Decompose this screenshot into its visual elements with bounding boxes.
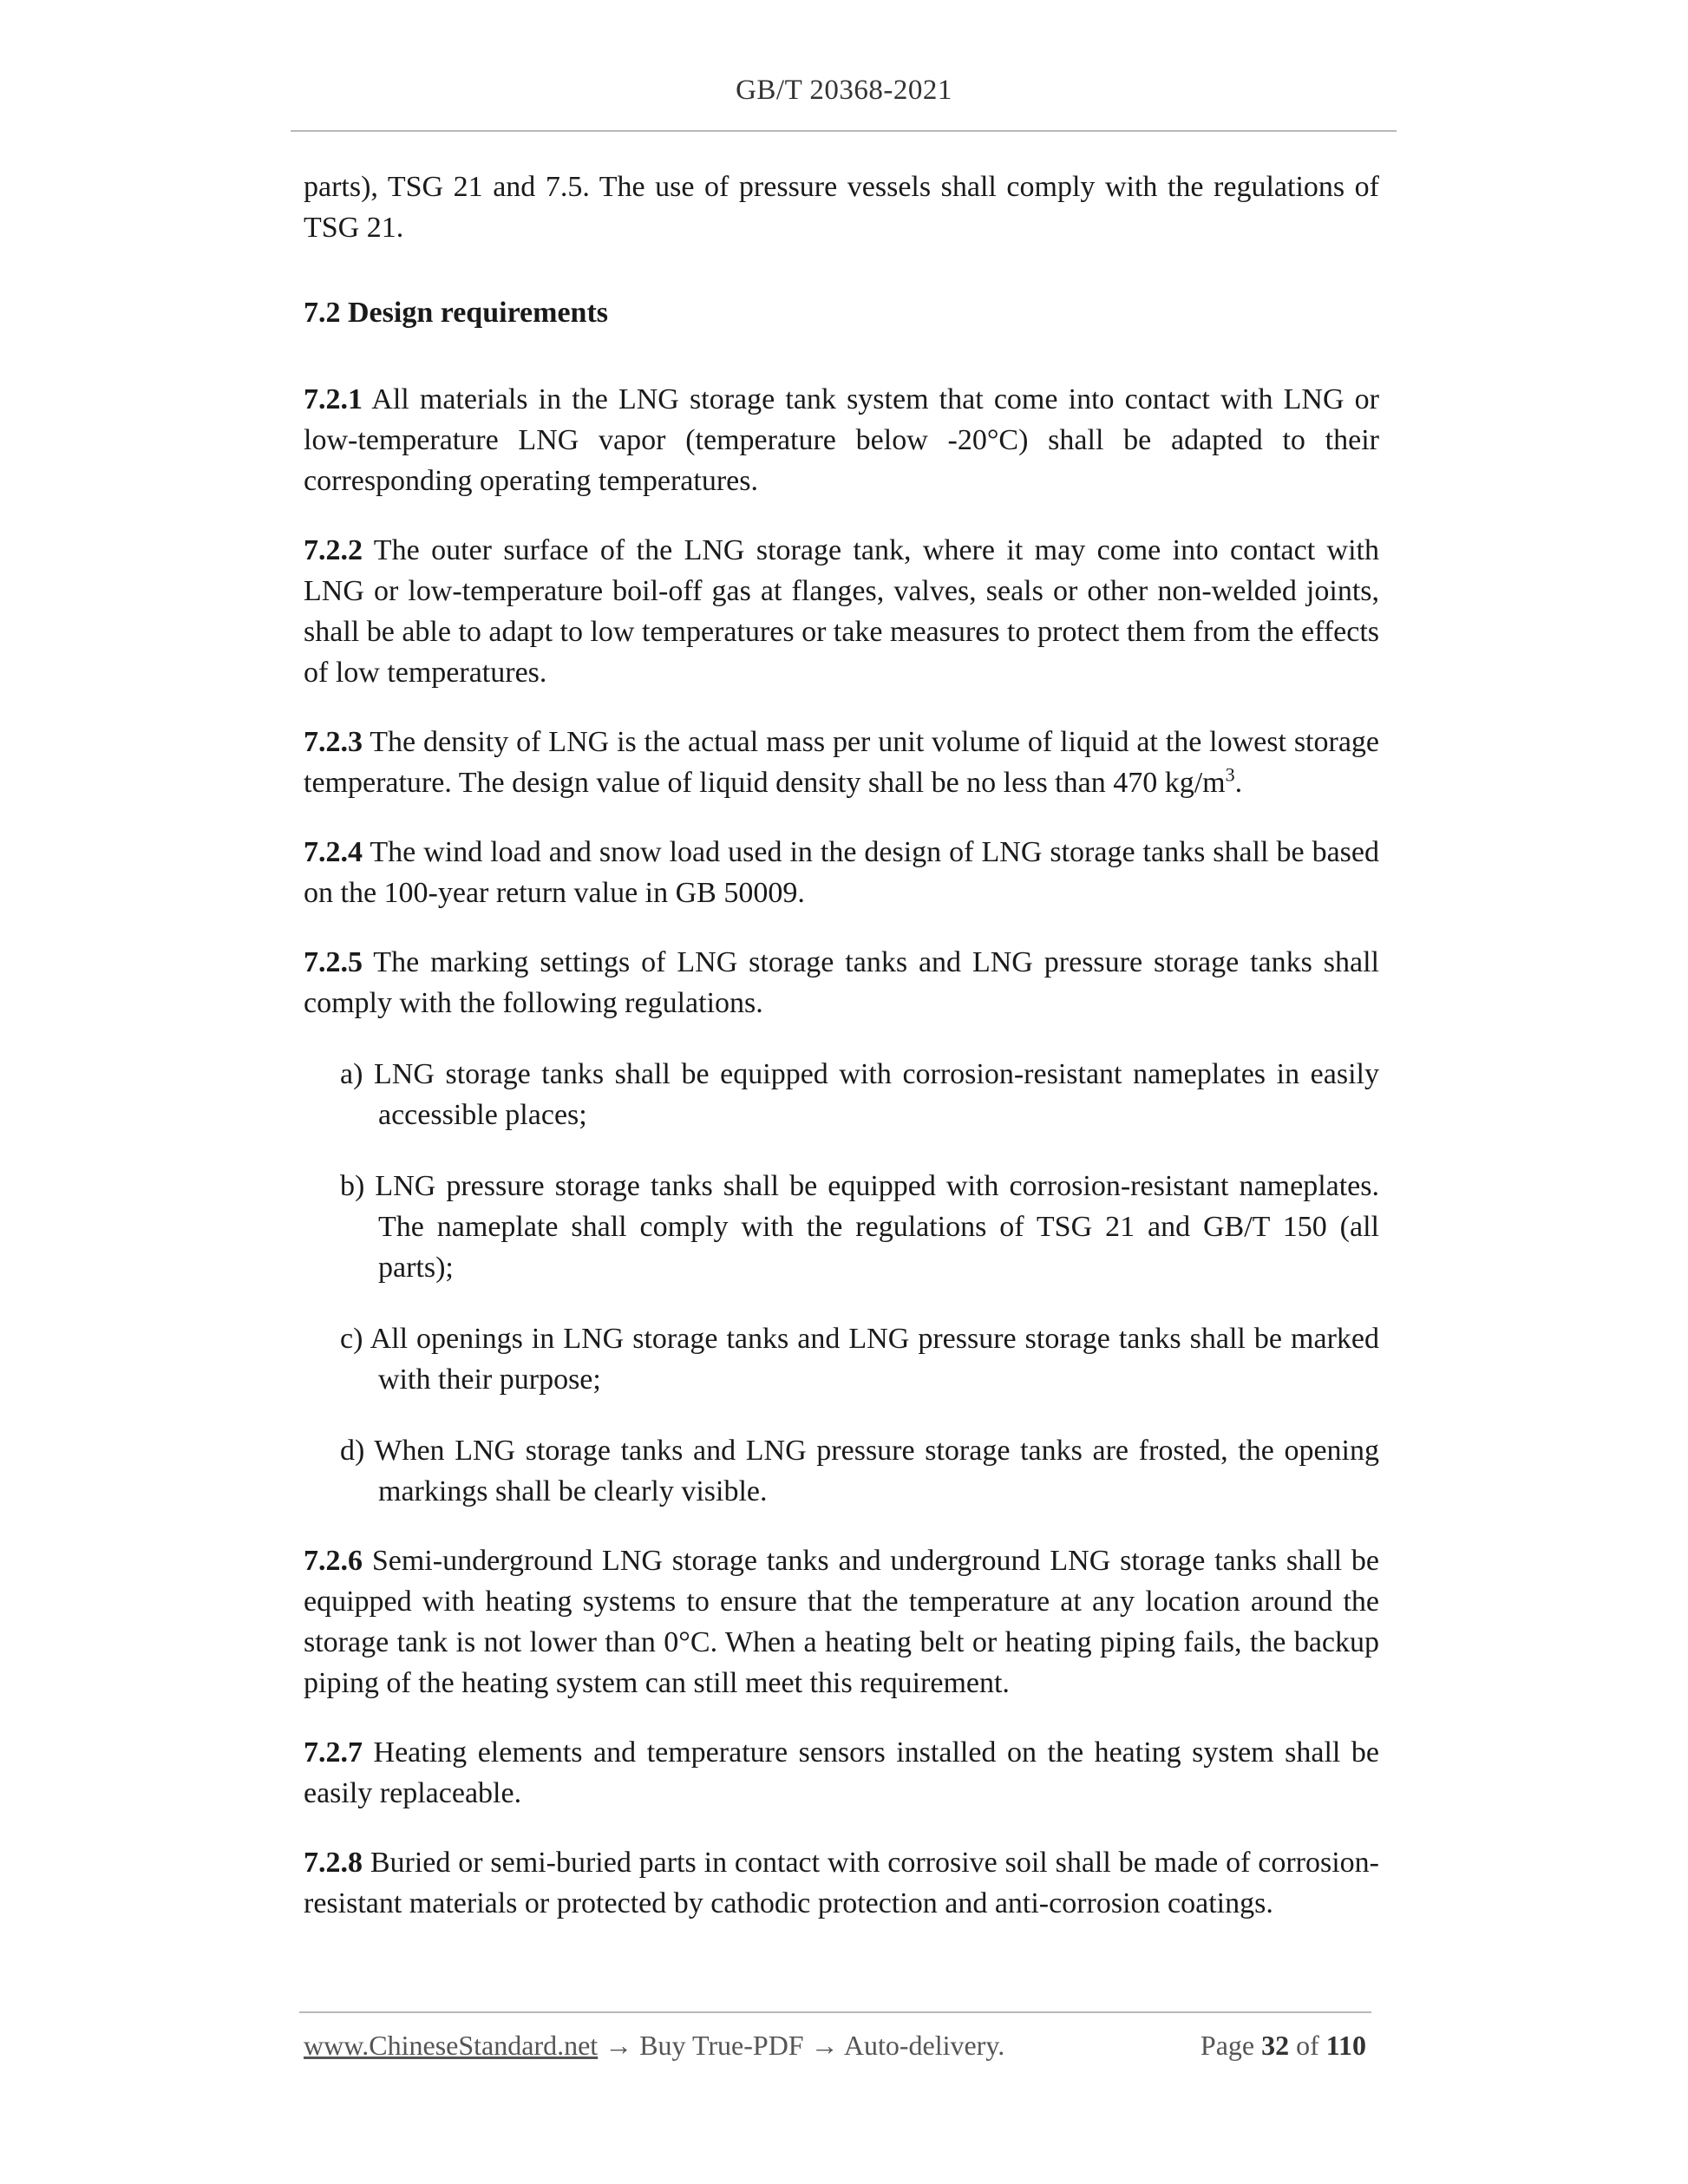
page-of-label: of <box>1289 2030 1326 2061</box>
footer-promo-text: → Buy True-PDF → Auto-delivery. <box>598 2030 1005 2061</box>
page-content <box>304 167 1379 1924</box>
clause-text: Semi-underground LNG storage tanks and underground LNG storage tanks shall be equipped with heating systems to ensure that the temperature at any location around the storage tank is not lower than 0°C. When a heating belt or heating piping fails, the backup piping of the heating system can still meet this requirement. <box>304 1545 1379 1699</box>
clause-number: 7.2.5 <box>304 946 363 978</box>
clause-7-2-2 <box>304 530 1379 693</box>
header-standard-id: GB/T 20368-2021 <box>736 75 952 106</box>
list-item-b: b) LNG pressure storage tanks shall be equipped with corrosion-resistant nameplates. The nameplate shall comply with the regulations of TSG 21 and GB/T 150 (all parts); <box>340 1170 1379 1284</box>
list-item-c: c) All openings in LNG storage tanks and LNG pressure storage tanks shall be marked with their purpose; <box>340 1323 1379 1396</box>
footer-promo <box>304 2030 1004 2062</box>
clause-text: Heating elements and temperature sensors installed on the heating system shall be easily replaceable. <box>304 1736 1379 1809</box>
clause-7-2-1 <box>304 379 1379 501</box>
clause-text: The density of LNG is the actual mass per unit volume of liquid at the lowest storage temperature. The design value of liquid density shall be no less than 470 kg/m <box>304 726 1379 799</box>
page-total: 110 <box>1325 2030 1366 2061</box>
clause-text: The outer surface of the LNG storage tank, where it may come into contact with LNG or low-temperature boil-off gas at flanges, valves, seals or other non-welded joints, shall be able to adapt to low temperatures or take measures to protect them from the effects of low temperatures. <box>304 534 1379 689</box>
clause-7-2-3 <box>304 722 1379 803</box>
clause-number: 7.2.2 <box>304 534 363 566</box>
clause-number: 7.2.3 <box>304 726 363 758</box>
clause-text: Buried or semi-buried parts in contact with corrosive soil shall be made of corrosion-resistant materials or protected by cathodic protection and anti-corrosion coatings. <box>304 1847 1379 1919</box>
clause-7-2-6 <box>304 1540 1379 1703</box>
clause-text-tail: . <box>1234 767 1243 799</box>
header-divider <box>291 130 1397 132</box>
intro-paragraph: parts), TSG 21 and 7.5. The use of pressure vessels shall comply with the regulations of TSG 21. <box>304 171 1379 244</box>
clause-number: 7.2.7 <box>304 1736 363 1769</box>
list-item-a: a) LNG storage tanks shall be equipped with corrosion-resistant nameplates in easily accessible places; <box>340 1058 1379 1131</box>
clause-7-2-7 <box>304 1732 1379 1814</box>
clause-text: The wind load and snow load used in the design of LNG storage tanks shall be based on the 100-year return value in GB 50009. <box>304 836 1379 909</box>
list-item-d: d) When LNG storage tanks and LNG pressure storage tanks are frosted, the opening markings shall be clearly visible. <box>340 1435 1379 1507</box>
clause-number: 7.2.8 <box>304 1847 363 1879</box>
superscript-exponent: 3 <box>1225 763 1235 786</box>
page-label: Page <box>1200 2030 1262 2061</box>
page-indicator <box>1201 2030 1366 2062</box>
clause-7-2-5 <box>304 942 1379 1023</box>
clause-7-2-4 <box>304 832 1379 913</box>
clause-number: 7.2.6 <box>304 1545 363 1577</box>
section-heading: 7.2 Design requirements <box>304 297 609 329</box>
clause-text: All materials in the LNG storage tank system that come into contact with LNG or low-temperature LNG vapor (temperature below -20°C) shall be adapted to their corresponding operating temperatures. <box>304 383 1379 497</box>
clause-number: 7.2.4 <box>304 836 363 868</box>
clause-number: 7.2.1 <box>304 383 363 415</box>
footer-divider <box>299 2011 1371 2013</box>
clause-text: The marking settings of LNG storage tanks and LNG pressure storage tanks shall comply with the following regulations. <box>304 946 1379 1019</box>
clause-7-2-8 <box>304 1842 1379 1924</box>
page-current: 32 <box>1261 2030 1290 2061</box>
website-link[interactable]: www.ChineseStandard.net <box>304 2030 599 2061</box>
